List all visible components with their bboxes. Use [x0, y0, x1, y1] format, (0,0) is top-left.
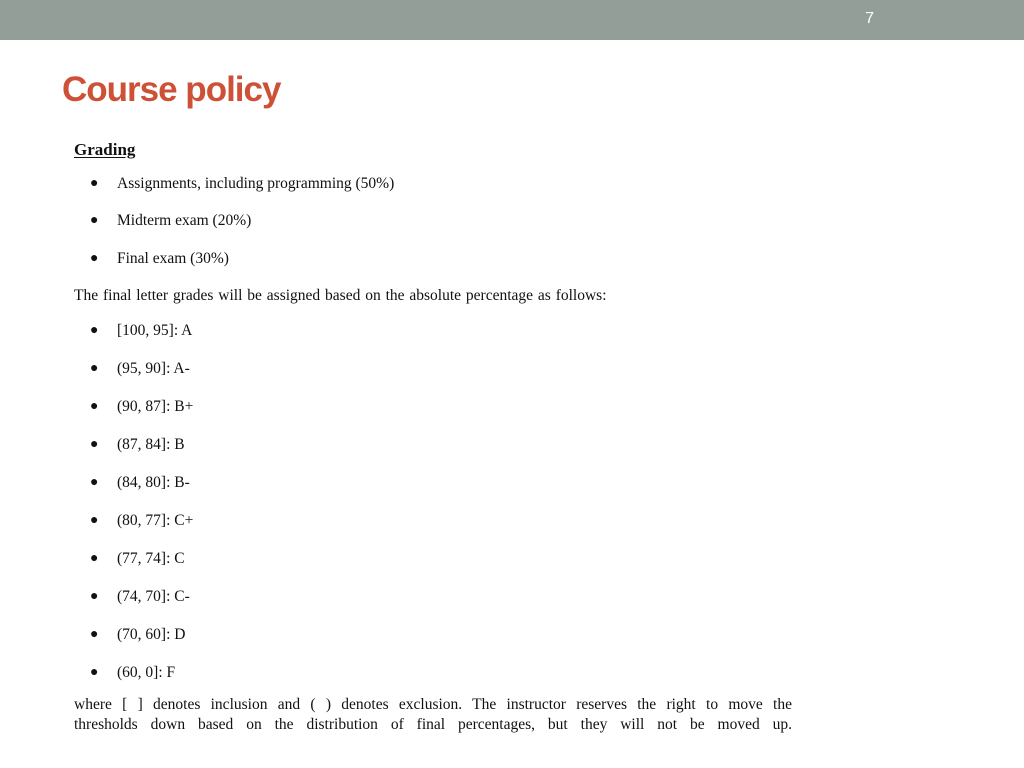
grade-scale-text: (90, 87]: B+	[117, 398, 194, 415]
grade-scale-text: (77, 74]: C	[117, 550, 185, 567]
bullet-icon: ●	[90, 475, 99, 490]
bullet-icon: ●	[90, 627, 99, 642]
bullet-icon: ●	[90, 665, 99, 680]
grade-scale-text: (84, 80]: B-	[117, 474, 190, 491]
grade-scale-text: (80, 77]: C+	[117, 512, 194, 529]
grade-scale-text: (95, 90]: A-	[117, 360, 190, 377]
grade-scale-text: [100, 95]: A	[117, 322, 193, 339]
grading-footnote	[74, 695, 792, 735]
grading-heading: Grading	[74, 140, 136, 159]
header-bar	[0, 0, 1024, 40]
bullet-icon: ●	[90, 513, 99, 528]
bullet-icon: ●	[90, 251, 99, 266]
grading-item-text: Final exam (30%)	[117, 250, 229, 267]
grade-scale-text: (87, 84]: B	[117, 436, 185, 453]
slide-title: Course policy	[62, 70, 281, 109]
footnote-line: thresholds down based on the distribution of final percentages, but they will not be moved up.	[74, 716, 792, 733]
bullet-icon: ●	[90, 323, 99, 338]
bullet-icon: ●	[90, 437, 99, 452]
footnote-line: where [ ] denotes inclusion and ( ) denotes exclusion. The instructor reserves the right to move the	[74, 696, 792, 713]
bullet-icon: ●	[90, 399, 99, 414]
grade-scale-text: (74, 70]: C-	[117, 588, 190, 605]
bullet-icon: ●	[90, 213, 99, 228]
grading-item-text: Assignments, including programming (50%)	[117, 175, 395, 192]
grading-item-text: Midterm exam (20%)	[117, 212, 252, 229]
bullet-icon: ●	[90, 361, 99, 376]
slide-number: 7	[865, 10, 874, 27]
bullet-icon: ●	[90, 551, 99, 566]
bullet-icon: ●	[90, 176, 99, 191]
grade-scale-text: (70, 60]: D	[117, 626, 186, 643]
grade-scale-intro: The final letter grades will be assigned based on the absolute percentage as follows:	[74, 287, 607, 304]
bullet-icon: ●	[90, 589, 99, 604]
grade-scale-text: (60, 0]: F	[117, 664, 176, 681]
